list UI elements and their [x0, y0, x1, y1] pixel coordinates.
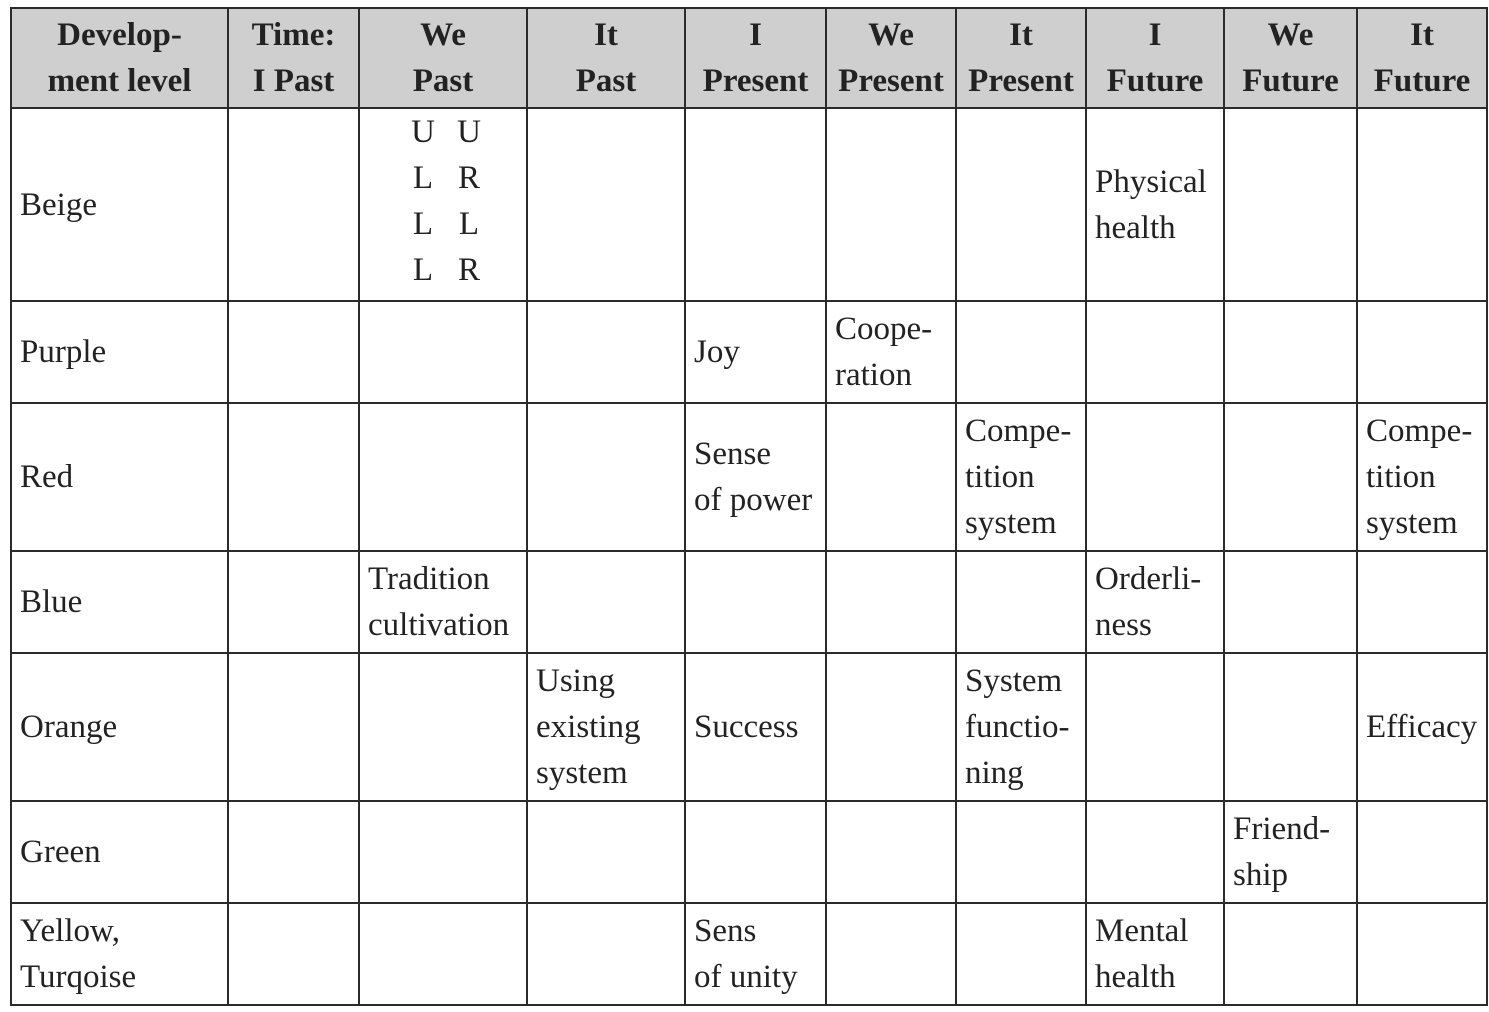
table-cell: [1357, 301, 1487, 403]
cell-text: Physical: [1095, 163, 1207, 200]
column-header: [1224, 8, 1357, 108]
table-cell: [685, 801, 826, 903]
table-cell: [1357, 108, 1487, 301]
cell-text: Compe-: [965, 413, 1072, 449]
column-header: [1086, 8, 1224, 108]
table-cell: [359, 653, 527, 801]
level-label: Beige: [20, 186, 97, 223]
table-cell: [956, 903, 1086, 1005]
table-cell: [1086, 108, 1224, 301]
table-cell: [1224, 903, 1357, 1005]
table-cell: [685, 551, 826, 653]
table-row: [11, 108, 1487, 301]
cell-text: Compe-: [1366, 413, 1473, 449]
column-header-line: I Past: [252, 63, 335, 99]
cell-text: tition: [965, 459, 1035, 495]
table-cell: [527, 903, 685, 1005]
table-cell: [359, 108, 527, 301]
cell-text: ning: [965, 755, 1024, 791]
table-cell: [1224, 551, 1357, 653]
cell-text: system: [965, 505, 1057, 541]
table-row: [11, 551, 1487, 653]
column-header: [359, 8, 527, 108]
table-cell: [228, 301, 359, 403]
column-header: [956, 8, 1086, 108]
cell-text: Efficacy: [1366, 709, 1478, 745]
column-header-line: It: [1410, 17, 1434, 53]
table-cell: [228, 903, 359, 1005]
table-cell: [685, 903, 826, 1005]
column-header-line: It: [594, 17, 618, 53]
column-header-line: ment level: [47, 63, 192, 99]
column-header-line: Future: [1373, 63, 1471, 99]
quadrant-letter: L: [412, 252, 434, 288]
quadrant-letter: R: [457, 160, 480, 196]
table-cell: [1086, 551, 1224, 653]
table-cell: [527, 801, 685, 903]
level-label: Purple: [20, 334, 107, 370]
cell-text: system: [536, 755, 628, 791]
column-header: [11, 8, 228, 108]
table-cell: [826, 801, 956, 903]
column-header-line: I: [749, 17, 762, 53]
table-cell: [1086, 903, 1224, 1005]
table-cell: [826, 301, 956, 403]
table-cell: [527, 551, 685, 653]
table-cell: [359, 301, 527, 403]
quadrant-letter: U: [457, 114, 481, 150]
level-cell: [11, 301, 228, 403]
header-row: [11, 8, 1487, 108]
table-cell: [826, 653, 956, 801]
column-header-line: Past: [412, 63, 474, 99]
cell-text: ness: [1095, 607, 1152, 643]
table-cell: [228, 551, 359, 653]
level-cell: [11, 903, 228, 1005]
table-cell: [1224, 108, 1357, 301]
table-cell: [826, 403, 956, 551]
table-cell: [228, 653, 359, 801]
table-cell: [1357, 551, 1487, 653]
cell-text: health: [1095, 959, 1176, 995]
quadrant-letter: U: [411, 114, 435, 150]
table-row: [11, 403, 1487, 551]
cell-text: Sens: [694, 913, 757, 949]
level-label: Orange: [20, 709, 118, 745]
level-cell: [11, 108, 228, 301]
cell-text: health: [1095, 209, 1176, 246]
column-header-line: Time:: [251, 17, 336, 53]
column-header-line: Present: [702, 63, 809, 99]
table-cell: [228, 108, 359, 301]
table-cell: [1224, 403, 1357, 551]
table-cell: [956, 108, 1086, 301]
table-row: [11, 301, 1487, 403]
cell-text: Success: [694, 709, 799, 745]
table-cell: [359, 403, 527, 551]
cell-text: Joy: [694, 334, 740, 370]
level-cell: [11, 403, 228, 551]
table-cell: [826, 903, 956, 1005]
cell-text: tition: [1366, 459, 1436, 495]
cell-text: system: [1366, 505, 1458, 541]
table-cell: [956, 301, 1086, 403]
table-cell: [1086, 653, 1224, 801]
column-header: [228, 8, 359, 108]
cell-text: functio-: [965, 709, 1070, 745]
column-header-line: It: [1009, 17, 1033, 53]
quadrant-letter: L: [412, 206, 434, 242]
table-cell: [1357, 653, 1487, 801]
column-header-line: I: [1148, 17, 1162, 53]
cell-text: existing: [536, 709, 641, 745]
cell-text: ship: [1233, 857, 1289, 893]
level-label: Turqoise: [20, 959, 137, 995]
table-cell: [685, 653, 826, 801]
table-row: [11, 903, 1487, 1005]
column-header-line: Present: [968, 63, 1074, 99]
quadrant-legend: [408, 109, 484, 293]
column-header-line: Past: [575, 63, 637, 99]
table-body: [11, 108, 1487, 1005]
quadrant-letter: R: [457, 252, 480, 288]
table-cell: [826, 108, 956, 301]
column-header: [826, 8, 956, 108]
cell-text: cultivation: [368, 607, 510, 643]
table-cell: [956, 801, 1086, 903]
table-cell: [956, 653, 1086, 801]
cell-text: of unity: [694, 959, 798, 995]
column-header-line: We: [868, 17, 914, 53]
cell-text: Coope-: [835, 311, 933, 347]
column-header-line: We: [1267, 17, 1314, 53]
table-cell: [228, 801, 359, 903]
table-cell: [956, 403, 1086, 551]
column-header: [527, 8, 685, 108]
table-cell: [685, 301, 826, 403]
cell-text: Tradition: [368, 561, 490, 597]
table-cell: [1357, 403, 1487, 551]
level-cell: [11, 801, 228, 903]
table-cell: [359, 551, 527, 653]
level-cell: [11, 653, 228, 801]
cell-text: ration: [835, 357, 912, 393]
table-cell: [359, 801, 527, 903]
level-label: Yellow,: [20, 913, 120, 949]
table-cell: [1357, 801, 1487, 903]
table-cell: [527, 403, 685, 551]
table-cell: [228, 403, 359, 551]
quadrant-letter: L: [412, 160, 434, 196]
level-label: Blue: [20, 584, 83, 620]
level-label: Red: [20, 459, 74, 495]
table-cell: [527, 653, 685, 801]
column-header: [1357, 8, 1487, 108]
cell-text: System: [965, 663, 1063, 699]
table-cell: [1086, 403, 1224, 551]
table-cell: [527, 301, 685, 403]
table-cell: [527, 108, 685, 301]
level-label: Green: [20, 834, 101, 870]
table-cell: [1086, 801, 1224, 903]
cell-text: Orderli-: [1095, 561, 1202, 597]
cell-text: Sense: [694, 436, 771, 472]
table-cell: [1086, 301, 1224, 403]
table-cell: [1224, 653, 1357, 801]
table-cell: [1224, 301, 1357, 403]
column-header-line: Present: [838, 63, 944, 99]
column-header-line: Develop-: [57, 17, 182, 53]
table-cell: [1357, 903, 1487, 1005]
development-level-table: [10, 7, 1488, 1006]
table-cell: [956, 551, 1086, 653]
table-cell: [359, 903, 527, 1005]
quadrant-letter: L: [458, 206, 480, 242]
column-header-line: We: [420, 17, 466, 53]
cell-text: Mental: [1095, 913, 1189, 949]
level-cell: [11, 551, 228, 653]
cell-text: Friend-: [1233, 811, 1331, 847]
table-cell: [685, 108, 826, 301]
table-cell: [826, 551, 956, 653]
cell-text: Using: [536, 663, 615, 699]
table-row: [11, 653, 1487, 801]
column-header: [685, 8, 826, 108]
table-cell: [685, 403, 826, 551]
cell-text: of power: [694, 482, 813, 518]
column-header-line: Future: [1106, 63, 1204, 99]
column-header-line: Future: [1242, 63, 1339, 99]
table-row: [11, 801, 1487, 903]
table-cell: [1224, 801, 1357, 903]
